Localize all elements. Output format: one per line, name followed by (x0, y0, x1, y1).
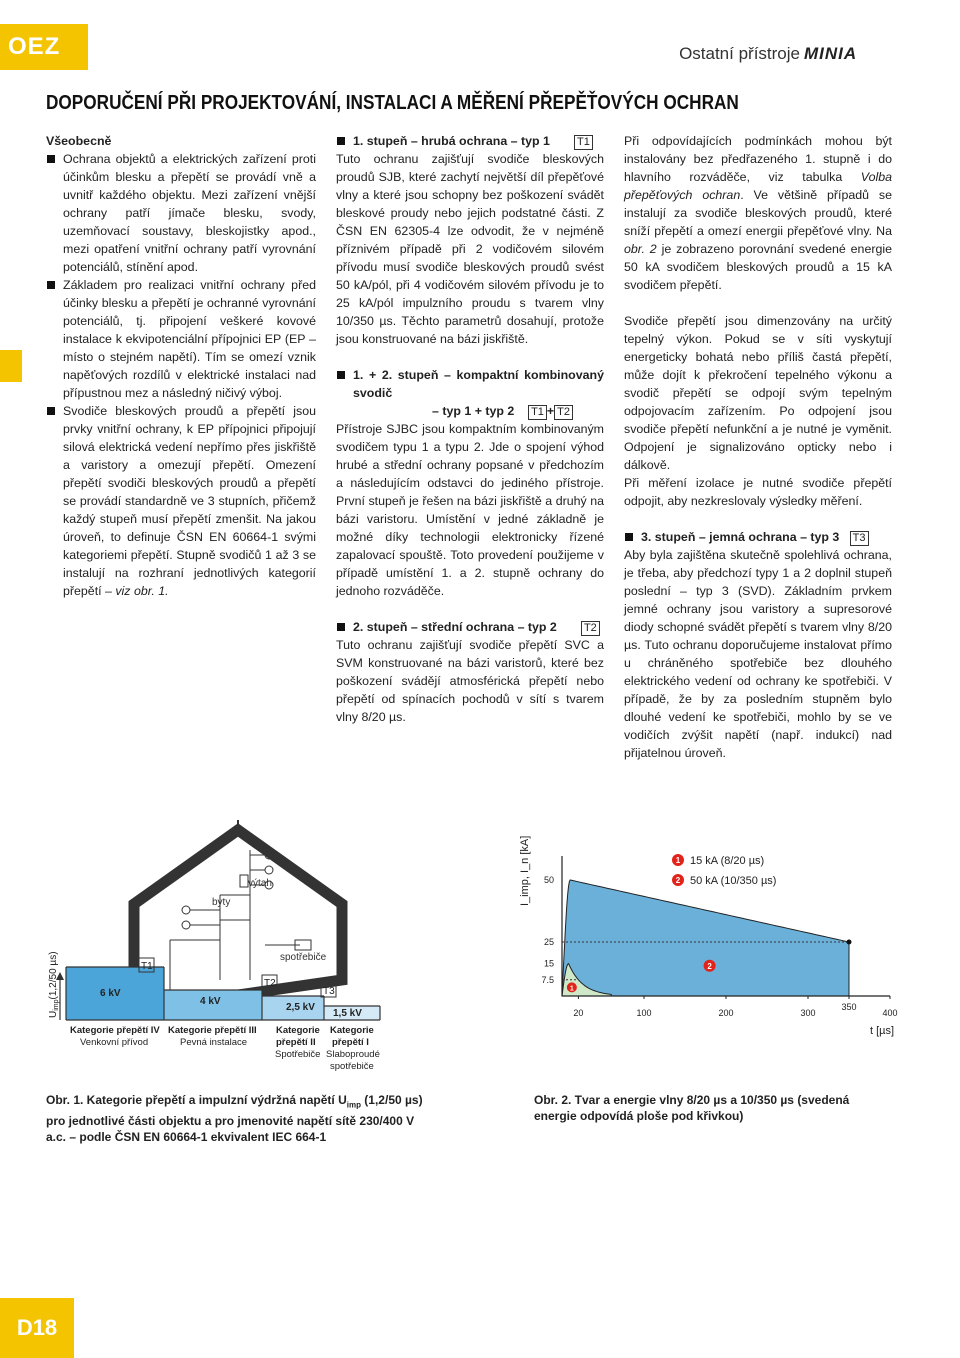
brand-name: MINIA (804, 44, 858, 63)
section-title: Ostatní přístroje (679, 44, 800, 63)
figure-2-chart (500, 836, 920, 1046)
legend-label: 15 kA (8/20 µs) (690, 855, 765, 867)
series-2-marker-number: 2 (707, 961, 712, 971)
stage2-text: Tuto ochranu zajišťují svodiče přepětí SVC a SVM konstruované na bázi varistorů, které bez poškození svádějí atmosférická přepětí nebo přepětí od spínacích pochodů v sítí s tvarem vlny 8/20 µs. (336, 638, 604, 724)
paragraph-bullet-2: Základem pro realizaci vnitřní ochrany před účinky blesku a přepětí je ochranné vyrovnání potenciálů, tj. připojení veškeré kovové instalace k ekvipotenciální přípojnici EP (EP – místo o stejném napětí). Tím se omezí vznik napěťových rozdílů v elektrické instalaci nad přípustnou mez a následný ničivý výboj. (46, 276, 316, 402)
paragraph-bullet-3: Svodiče bleskových proudů a přepětí jsou prvky vnitřní ochrany, k EP přípojnici připojují silová elektrická vedení nepřímo přes jiskřiště a varistory a omezují přepětí. Omezení přepětí svodiči bleskových proudů a přepětí se provádí standardně ve 3 stupních, přičemž každý stupeň musí přepětí zmenšit. Na jakou úroveň, to definuje ČSN EN 60664-1 svými kategoriemi přepětí. Stupně svodičů 1 až 3 se instalují na rozhraní jednotlivých kategorií přepětí – viz obr. 1. (46, 402, 316, 600)
y-tick-label: 25 (543, 937, 554, 947)
x-tick-label: 100 (636, 1008, 652, 1018)
x-tick-label: 400 (882, 1008, 898, 1018)
y-tick-label: 50 (543, 875, 554, 885)
legend-label: 50 kA (10/350 µs) (690, 875, 777, 887)
stage3-heading: 3. stupeň – jemná ochrana – typ 3 T3 (624, 528, 892, 546)
cat-iv-desc: Venkovní přívod (80, 1037, 149, 1048)
legend-marker-number: 2 (675, 876, 681, 885)
tag-t2: T2 (581, 621, 600, 636)
section-heading: Všeobecně (46, 134, 112, 148)
cat-iii-title: Kategorie přepětí III (168, 1025, 257, 1036)
tag-t1: T1 (574, 135, 593, 150)
stage12-heading-2: – typ 1 + typ 2 T1 + T2 (336, 402, 604, 420)
oez-logo: OEZ (0, 24, 88, 70)
label-byty: byty (212, 897, 231, 908)
column-1 (46, 132, 316, 600)
tag-t3: T3 (850, 531, 869, 546)
tag-t2: T2 (554, 405, 573, 420)
column-3 (624, 132, 892, 762)
figure-1-caption: Obr. 1. Kategorie přepětí a impulzní výdržná napětí $U_{imp}$ (1,2/50 µs) pro jednotlivé části objektu a pro jmenovité napětí sítě 230/400 V a.c. – podle ČSN EN 60664-1 ekvivalent IEC 664-1 (46, 1093, 423, 1145)
elevator-box (240, 875, 248, 887)
col3-paragraph-3: Při měření izolace je nutné svodiče přepětí odpojit, aby nezkreslovaly výsledky měření. (624, 476, 892, 508)
tag-t3: T3 (323, 986, 335, 997)
x-tick-label: 20 (573, 1008, 584, 1018)
x-axis-label: t [µs] (870, 1025, 895, 1037)
figure-2-caption: Obr. 2. Tvar a energie vlny 8/20 µs a 10/350 µs (svedená energie odpovídá ploše pod křivkou) (534, 1093, 850, 1123)
level-6kv: 6 kV (100, 988, 121, 999)
y-axis-label: $U_{imp}(1,2/50$ µs) (48, 951, 60, 1018)
level-4kv: 4 kV (200, 996, 221, 1007)
cat-i-desc-2: spotřebiče (330, 1061, 374, 1072)
cat-i-sub: přepětí I (332, 1037, 369, 1048)
legend-marker-number: 1 (675, 856, 681, 865)
page-title: DOPORUČENÍ PŘI PROJEKTOVÁNÍ, INSTALACI A MĚŘENÍ PŘEPĚŤOVÝCH OCHRAN (46, 92, 739, 114)
y-tick-label: 7.5 (541, 974, 554, 985)
label-vytah: výtah (248, 878, 272, 889)
stage1-heading: 1. stupeň – hrubá ochrana – typ 1 T1 (336, 132, 604, 150)
stage2-heading: 2. stupeň – střední ochrana – typ 2 T2 (336, 618, 604, 636)
x-tick-label: 350 (841, 1002, 857, 1012)
stage12-text: Přístroje SJBC jsou kompaktním kombinovaným svodičem typu 1 a typu 2. Jde o spojení výhod hrubé a střední ochrany popsané v předchozím a následujícím odstavci do jediného přístroje. První stupeň je řešen na bázi jiskřiště a druhý na bázi varistoru. Umístění v jedné základně je možné díky technologii elektronicky řízené zapalovací spouště. Toto provedení použijeme v případě umístění 1. a 2. stupně ochrany do jednoho rozváděče. (336, 422, 604, 598)
cat-ii-desc: Spotřebiče (275, 1049, 321, 1060)
cat-iii-desc: Pevná instalace (180, 1037, 248, 1048)
label-spotrebice: spotřebiče (280, 952, 327, 963)
tag-t1: T1 (528, 405, 547, 420)
cat-i-title: Kategorie (330, 1025, 374, 1036)
tag-t1: T1 (141, 961, 153, 972)
y-axis-label: I_imp, I_n [kA] (519, 836, 531, 906)
x-tick-label: 200 (718, 1008, 734, 1018)
stage3-text: Aby byla zajištěna skutečně spolehlivá ochrana, je třeba, aby předchozí typy 1 a 2 doplnil stupeň poslední – typ 3 (SVD). Základním prvkem jemné ochrany jsou varistory a supresorové diody schopné svádět přepětí s tvarem vlny 8/20 µs. Tuto ochranu doporučujeme instalovat přímo u chráněného spotřebiče bez dlouhého elektrického vedení od ochrany ke spotřebiči. V případě, že by za posledním stupněm bylo dlouhé vedení ke spotřebiči, mohlo by se ve vodičích zvýšit napětí (např. indukcí) nad přijatelnou úroveň. (624, 548, 892, 760)
series-1-marker-number: 1 (569, 985, 574, 993)
level-25kv: 2,5 kV (286, 1002, 315, 1013)
page-number-tab (0, 1298, 74, 1358)
tag-t2: T2 (264, 978, 276, 989)
cat-ii-sub: přepětí II (276, 1037, 316, 1048)
stage1-text: Tuto ochranu zajišťují svodiče bleskových proudů SJB, které zachytí největší díl přepěťové vlny a které jsou schopny bez poškození svádět bleskové proudy nebo jejich podstatné části. Z ČSN EN 62305-4 lze odvodit, že v nejméně příznivém případě při 2 vodičovém silovém přívodu musí svodiče bleskových proudů svést 50 kA/pól, při 4 vodičovém silovém přívodu je to 25 kA/pól impulzního proudu s tvarem vlny 10/350 µs. Těchto parametrů dosahují, protože jsou konstruované na bázi jiskřiště. (336, 152, 604, 346)
cat-i-desc: Slaboproudé (326, 1049, 380, 1060)
paragraph-bullet-1: Ochrana objektů a elektrických zařízení proti účinkům blesku a přepětí se provádí vně a uvnitř každého objektu. Mezi zařízení vnější ochrany patří jímače blesku, svody, uzemňovací soustavy, bleskojistky apod., mezi opatření vnitřní ochrany patří vyrovnání potenciálů, stínění apod. (46, 150, 316, 276)
stage12-heading: 1. + 2. stupeň – kompaktní kombinovaný svodič (336, 366, 604, 402)
level-15kv: 1,5 kV (333, 1008, 362, 1019)
col3-paragraph-1: Při odpovídajících podmínkách mohou být instalovány bez předřazeného 1. stupně i do hlavního rozváděče, viz tabulka Volba přepěťových ochran. Ve většině případů se instalují za svodiče bleskových proudů, které sníží přepětí a omezí energii přepěťové vlny. Na obr. 2 je zobrazeno porovnání svedené energie 50 kA svodičem bleskových proudů a 15 kA svodičem přepětí. (624, 134, 892, 292)
y-tick-label: 15 (543, 958, 554, 969)
column-2 (336, 132, 604, 726)
half-point-2 (847, 940, 852, 945)
cat-ii-title: Kategorie (276, 1025, 320, 1036)
col3-paragraph-2: Svodiče přepětí jsou dimenzovány na určitý tepelný výkon. Pokud se v síti vyskytují energeticky bohatá nebo příliš častá přepětí, může dojít k překročení tepelného výkonu a svodič přepětí se odpojí svým tepelným odpojovacím zařízením. Po odpojení jsou svodiče přepětí nefunkční a je nutné je vyměnit. Odpojení je signalizováno opticky nebo i dálkově. (624, 314, 892, 472)
side-marker (0, 350, 22, 382)
series-2-area (562, 880, 849, 996)
x-tick-label: 300 (800, 1008, 816, 1018)
cat-iv-title: Kategorie přepětí IV (70, 1025, 160, 1036)
page-number: D18 (16, 1315, 58, 1340)
figure-1-diagram (40, 820, 440, 1080)
figure-reference: viz obr. 1. (115, 584, 169, 598)
